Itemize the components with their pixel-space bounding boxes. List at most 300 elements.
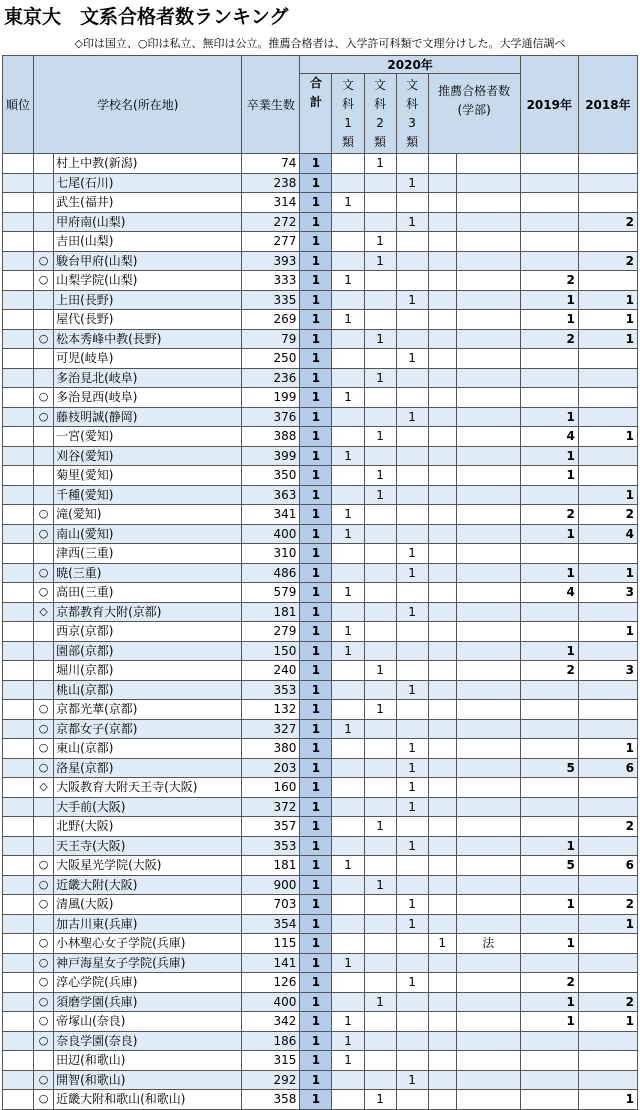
table-row (3, 466, 638, 486)
cell-grads: 115 (242, 934, 300, 954)
table-row (3, 212, 638, 232)
cell-recDept (456, 349, 520, 369)
cell-b2 (364, 934, 396, 954)
cell-rec (428, 466, 456, 486)
cell-recDept (456, 875, 520, 895)
cell-mark (34, 427, 54, 447)
cell-b2 (364, 1012, 396, 1032)
cell-rank (3, 856, 34, 876)
cell-y2019 (520, 602, 578, 622)
cell-total: 1 (300, 290, 332, 310)
cell-rec (428, 895, 456, 915)
cell-rec: 1 (428, 934, 456, 954)
cell-total: 1 (300, 934, 332, 954)
cell-b2 (364, 563, 396, 583)
cell-b1 (332, 797, 364, 817)
cell-grads: 350 (242, 466, 300, 486)
table-row (3, 895, 638, 915)
cell-total: 1 (300, 485, 332, 505)
cell-b3 (396, 193, 428, 213)
cell-rank (3, 739, 34, 759)
cell-grads: 74 (242, 154, 300, 174)
cell-rank (3, 524, 34, 544)
header-bun3: 文 科 3 類 (396, 74, 428, 154)
cell-total: 1 (300, 173, 332, 193)
cell-b3 (396, 251, 428, 271)
cell-recDept (456, 758, 520, 778)
cell-rank (3, 895, 34, 915)
cell-recDept (456, 778, 520, 798)
cell-y2019 (520, 193, 578, 213)
cell-name: 近畿大附和歌山(和歌山) (54, 1090, 242, 1110)
cell-b2 (364, 1031, 396, 1051)
cell-b1: 1 (332, 583, 364, 603)
cell-mark (34, 622, 54, 642)
cell-recDept (456, 739, 520, 759)
cell-total: 1 (300, 446, 332, 466)
cell-b3: 1 (396, 836, 428, 856)
cell-b3 (396, 622, 428, 642)
cell-mark: ○ (34, 875, 54, 895)
cell-b2: 1 (364, 251, 396, 271)
cell-y2019: 4 (520, 427, 578, 447)
cell-total: 1 (300, 1012, 332, 1032)
table-row (3, 641, 638, 661)
cell-b2: 1 (364, 661, 396, 681)
cell-b3: 1 (396, 1070, 428, 1090)
cell-y2018 (578, 193, 637, 213)
cell-b2 (364, 1070, 396, 1090)
cell-mark (34, 797, 54, 817)
cell-b2 (364, 1051, 396, 1071)
cell-recDept (456, 368, 520, 388)
cell-y2019 (520, 622, 578, 642)
cell-rec (428, 680, 456, 700)
cell-b2 (364, 193, 396, 213)
cell-name: 洛星(京都) (54, 758, 242, 778)
table-row (3, 700, 638, 720)
cell-rec (428, 485, 456, 505)
cell-name: 園部(京都) (54, 641, 242, 661)
cell-y2019 (520, 388, 578, 408)
cell-y2019: 1 (520, 563, 578, 583)
cell-total: 1 (300, 856, 332, 876)
cell-rank (3, 407, 34, 427)
cell-grads: 703 (242, 895, 300, 915)
cell-mark: ○ (34, 758, 54, 778)
table-row (3, 739, 638, 759)
cell-b2 (364, 914, 396, 934)
cell-grads: 238 (242, 173, 300, 193)
cell-b3 (396, 661, 428, 681)
cell-mark (34, 836, 54, 856)
cell-total: 1 (300, 953, 332, 973)
cell-mark (34, 466, 54, 486)
cell-rank (3, 466, 34, 486)
cell-b3 (396, 427, 428, 447)
cell-name: 藤枝明誠(静岡) (54, 407, 242, 427)
cell-b1 (332, 973, 364, 993)
table-row (3, 485, 638, 505)
cell-y2018 (578, 797, 637, 817)
cell-b1: 1 (332, 856, 364, 876)
cell-b3 (396, 1031, 428, 1051)
cell-b3: 1 (396, 212, 428, 232)
cell-b2 (364, 524, 396, 544)
cell-grads: 199 (242, 388, 300, 408)
cell-total: 1 (300, 310, 332, 330)
cell-mark (34, 232, 54, 252)
cell-rec (428, 1070, 456, 1090)
cell-grads: 342 (242, 1012, 300, 1032)
table-row (3, 602, 638, 622)
cell-b2: 1 (364, 154, 396, 174)
cell-rec (428, 602, 456, 622)
cell-total: 1 (300, 1031, 332, 1051)
cell-grads: 376 (242, 407, 300, 427)
cell-recDept (456, 602, 520, 622)
cell-grads: 236 (242, 368, 300, 388)
cell-recDept: 法 (456, 934, 520, 954)
cell-rec (428, 368, 456, 388)
cell-y2018: 6 (578, 856, 637, 876)
cell-mark (34, 446, 54, 466)
cell-mark: ○ (34, 1090, 54, 1110)
cell-name: 帝塚山(奈良) (54, 1012, 242, 1032)
cell-rec (428, 953, 456, 973)
cell-recDept (456, 992, 520, 1012)
cell-b1 (332, 154, 364, 174)
cell-grads: 400 (242, 992, 300, 1012)
cell-grads: 150 (242, 641, 300, 661)
cell-y2019 (520, 700, 578, 720)
cell-b3: 1 (396, 544, 428, 564)
cell-rank (3, 1031, 34, 1051)
header-2019: 2019年 (520, 56, 578, 154)
cell-grads: 132 (242, 700, 300, 720)
table-row (3, 446, 638, 466)
cell-rank (3, 349, 34, 369)
cell-b3: 1 (396, 973, 428, 993)
header-2020: 2020年 (300, 56, 520, 74)
cell-b3 (396, 329, 428, 349)
cell-b1 (332, 680, 364, 700)
cell-rank (3, 329, 34, 349)
table-row (3, 583, 638, 603)
cell-grads: 310 (242, 544, 300, 564)
cell-y2019: 2 (520, 661, 578, 681)
cell-rec (428, 992, 456, 1012)
cell-y2018 (578, 953, 637, 973)
cell-b2 (364, 680, 396, 700)
cell-recDept (456, 856, 520, 876)
cell-b3 (396, 953, 428, 973)
cell-b2 (364, 290, 396, 310)
cell-name: 高田(三重) (54, 583, 242, 603)
cell-b1 (332, 349, 364, 369)
cell-b3: 1 (396, 895, 428, 915)
cell-b3 (396, 1012, 428, 1032)
cell-y2018: 2 (578, 992, 637, 1012)
cell-y2019 (520, 1070, 578, 1090)
cell-b2 (364, 544, 396, 564)
cell-recDept (456, 641, 520, 661)
cell-rec (428, 973, 456, 993)
cell-b2 (364, 622, 396, 642)
cell-b2 (364, 583, 396, 603)
cell-mark: ○ (34, 505, 54, 525)
cell-grads: 393 (242, 251, 300, 271)
cell-name: 神戸海星女子学院(兵庫) (54, 953, 242, 973)
cell-total: 1 (300, 1070, 332, 1090)
cell-mark (34, 349, 54, 369)
cell-grads: 315 (242, 1051, 300, 1071)
cell-b1: 1 (332, 193, 364, 213)
cell-y2019 (520, 1090, 578, 1110)
cell-b1 (332, 407, 364, 427)
cell-mark (34, 485, 54, 505)
cell-grads: 250 (242, 349, 300, 369)
cell-y2019 (520, 875, 578, 895)
cell-grads: 399 (242, 446, 300, 466)
cell-b2: 1 (364, 466, 396, 486)
cell-grads: 141 (242, 953, 300, 973)
cell-total: 1 (300, 193, 332, 213)
cell-rank (3, 212, 34, 232)
header-grads: 卒業生数 (242, 56, 300, 154)
cell-total: 1 (300, 251, 332, 271)
cell-name: 暁(三重) (54, 563, 242, 583)
cell-name: 滝(愛知) (54, 505, 242, 525)
cell-mark: ○ (34, 700, 54, 720)
cell-grads: 388 (242, 427, 300, 447)
cell-grads: 277 (242, 232, 300, 252)
cell-rank (3, 680, 34, 700)
cell-b1 (332, 700, 364, 720)
cell-total: 1 (300, 466, 332, 486)
table-row (3, 797, 638, 817)
cell-b3 (396, 817, 428, 837)
cell-rec (428, 1031, 456, 1051)
cell-recDept (456, 212, 520, 232)
cell-mark: ○ (34, 1031, 54, 1051)
cell-grads: 186 (242, 1031, 300, 1051)
cell-total: 1 (300, 641, 332, 661)
cell-recDept (456, 914, 520, 934)
cell-grads: 363 (242, 485, 300, 505)
cell-b3: 1 (396, 758, 428, 778)
cell-rank (3, 154, 34, 174)
table-row (3, 563, 638, 583)
cell-recDept (456, 583, 520, 603)
cell-y2019: 2 (520, 505, 578, 525)
cell-mark: ○ (34, 407, 54, 427)
cell-b1 (332, 173, 364, 193)
cell-rec (428, 154, 456, 174)
cell-mark (34, 641, 54, 661)
cell-b1 (332, 739, 364, 759)
cell-name: 津西(三重) (54, 544, 242, 564)
cell-total: 1 (300, 895, 332, 915)
cell-grads: 900 (242, 875, 300, 895)
cell-b1: 1 (332, 524, 364, 544)
cell-b1: 1 (332, 953, 364, 973)
cell-grads: 341 (242, 505, 300, 525)
cell-y2018 (578, 602, 637, 622)
cell-b1 (332, 329, 364, 349)
cell-y2019 (520, 154, 578, 174)
cell-b2: 1 (364, 232, 396, 252)
cell-b3 (396, 466, 428, 486)
table-row (3, 290, 638, 310)
cell-b3: 1 (396, 914, 428, 934)
cell-grads: 181 (242, 602, 300, 622)
cell-b3: 1 (396, 407, 428, 427)
cell-recDept (456, 388, 520, 408)
cell-b1: 1 (332, 271, 364, 291)
cell-b3 (396, 446, 428, 466)
table-row (3, 407, 638, 427)
cell-rec (428, 875, 456, 895)
cell-rec (428, 349, 456, 369)
cell-name: 田辺(和歌山) (54, 1051, 242, 1071)
cell-total: 1 (300, 329, 332, 349)
cell-total: 1 (300, 836, 332, 856)
cell-mark (34, 173, 54, 193)
cell-rec (428, 427, 456, 447)
header-2018: 2018年 (578, 56, 637, 154)
cell-y2019: 1 (520, 1012, 578, 1032)
cell-y2018: 6 (578, 758, 637, 778)
table-row (3, 1051, 638, 1071)
cell-total: 1 (300, 212, 332, 232)
cell-b2 (364, 641, 396, 661)
cell-b2: 1 (364, 1090, 396, 1110)
cell-y2018 (578, 641, 637, 661)
cell-y2018 (578, 778, 637, 798)
cell-b2 (364, 446, 396, 466)
cell-total: 1 (300, 271, 332, 291)
cell-mark (34, 310, 54, 330)
cell-grads: 333 (242, 271, 300, 291)
cell-name: 東山(京都) (54, 739, 242, 759)
cell-mark: ○ (34, 271, 54, 291)
cell-b1: 1 (332, 388, 364, 408)
cell-y2019 (520, 1031, 578, 1051)
header-bun2: 文 科 2 類 (364, 74, 396, 154)
cell-b3: 1 (396, 349, 428, 369)
cell-recDept (456, 193, 520, 213)
cell-name: 京都教育大附(京都) (54, 602, 242, 622)
cell-name: 奈良学園(奈良) (54, 1031, 242, 1051)
cell-rec (428, 329, 456, 349)
cell-rank (3, 661, 34, 681)
cell-b2 (364, 173, 396, 193)
cell-total: 1 (300, 680, 332, 700)
cell-name: 西京(京都) (54, 622, 242, 642)
cell-name: 山梨学院(山梨) (54, 271, 242, 291)
cell-y2019 (520, 349, 578, 369)
cell-y2018: 2 (578, 505, 637, 525)
cell-b1: 1 (332, 1031, 364, 1051)
table-row (3, 661, 638, 681)
cell-total: 1 (300, 797, 332, 817)
cell-total: 1 (300, 719, 332, 739)
cell-name: 小林聖心女子学院(兵庫) (54, 934, 242, 954)
table-row (3, 953, 638, 973)
cell-rank (3, 1012, 34, 1032)
cell-b3: 1 (396, 797, 428, 817)
table-row (3, 622, 638, 642)
cell-b2 (364, 719, 396, 739)
cell-mark: ○ (34, 251, 54, 271)
table-row (3, 934, 638, 954)
cell-y2019 (520, 953, 578, 973)
cell-rec (428, 544, 456, 564)
cell-name: 松本秀峰中教(長野) (54, 329, 242, 349)
cell-grads: 353 (242, 680, 300, 700)
cell-name: 上田(長野) (54, 290, 242, 310)
cell-b1: 1 (332, 641, 364, 661)
cell-total: 1 (300, 154, 332, 174)
cell-grads: 240 (242, 661, 300, 681)
cell-grads: 292 (242, 1070, 300, 1090)
cell-recDept (456, 485, 520, 505)
cell-total: 1 (300, 544, 332, 564)
cell-name: 多治見北(岐阜) (54, 368, 242, 388)
cell-mark: ○ (34, 953, 54, 973)
table-row (3, 1070, 638, 1090)
cell-rec (428, 758, 456, 778)
cell-y2018 (578, 388, 637, 408)
cell-y2019 (520, 232, 578, 252)
cell-recDept (456, 154, 520, 174)
cell-rank (3, 485, 34, 505)
cell-rec (428, 797, 456, 817)
cell-rank (3, 1090, 34, 1110)
cell-b1: 1 (332, 622, 364, 642)
cell-y2019: 4 (520, 583, 578, 603)
cell-b3 (396, 505, 428, 525)
cell-y2018: 1 (578, 310, 637, 330)
cell-b2: 1 (364, 992, 396, 1012)
cell-rec (428, 836, 456, 856)
cell-rank (3, 446, 34, 466)
cell-rank (3, 505, 34, 525)
cell-y2018 (578, 836, 637, 856)
cell-y2019 (520, 212, 578, 232)
table-row (3, 388, 638, 408)
cell-b3 (396, 485, 428, 505)
cell-total: 1 (300, 700, 332, 720)
table-row (3, 817, 638, 837)
table-row (3, 836, 638, 856)
cell-name: 須磨学園(兵庫) (54, 992, 242, 1012)
cell-name: 堀川(京都) (54, 661, 242, 681)
header-school: 学校名(所在地) (34, 56, 242, 154)
cell-name: 北野(大阪) (54, 817, 242, 837)
cell-rec (428, 778, 456, 798)
cell-y2019: 1 (520, 895, 578, 915)
cell-y2019: 2 (520, 271, 578, 291)
ranking-table (2, 55, 638, 1110)
cell-b2 (364, 349, 396, 369)
cell-grads: 353 (242, 836, 300, 856)
table-row (3, 1090, 638, 1110)
cell-b3 (396, 1090, 428, 1110)
cell-total: 1 (300, 563, 332, 583)
cell-rank (3, 953, 34, 973)
